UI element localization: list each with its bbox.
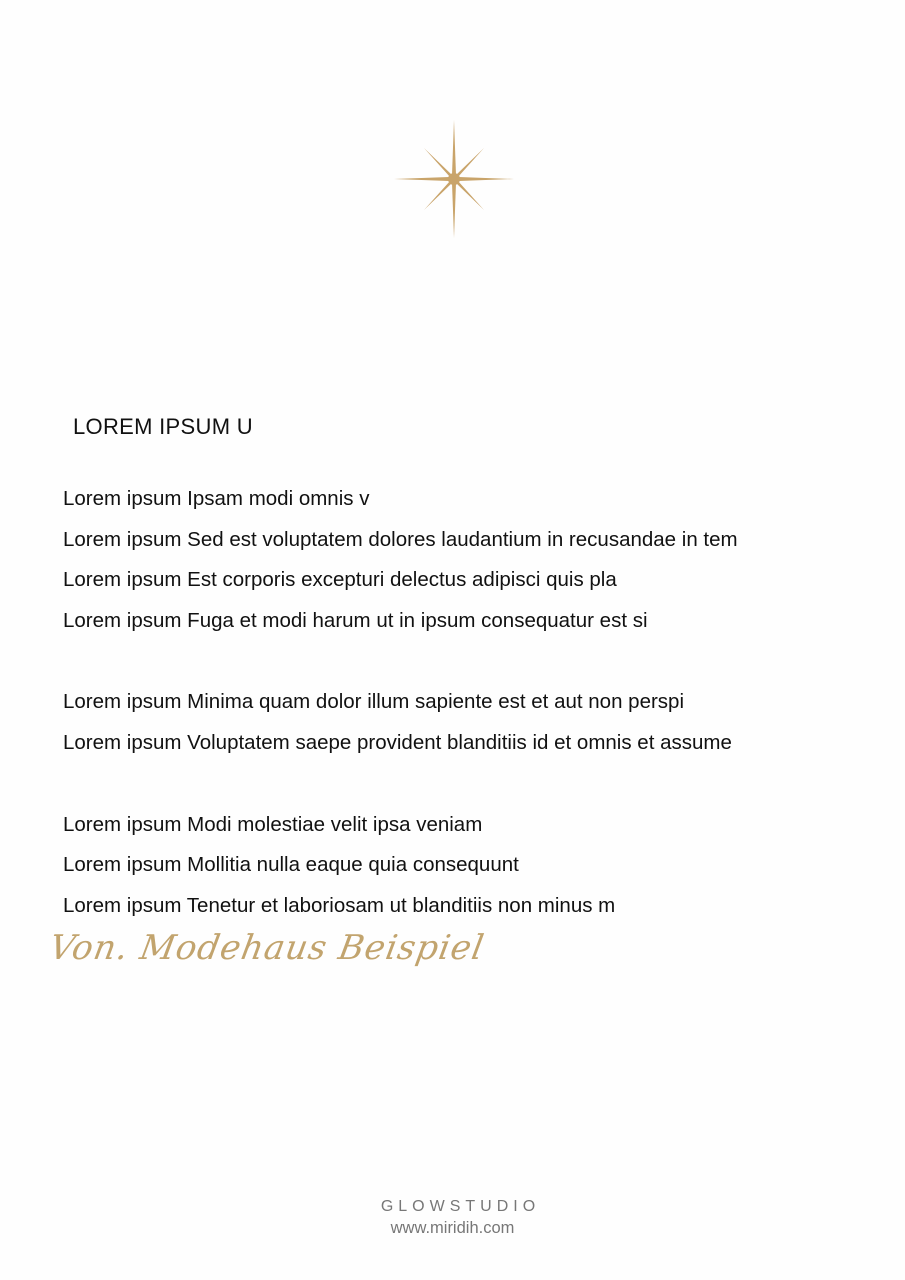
footer-url: www.miridih.com	[390, 1219, 515, 1237]
text-line: Lorem ipsum Modi molestiae velit ipsa veniam	[63, 812, 483, 836]
text-line: Lorem ipsum Tenetur et laboriosam ut blanditiis non minus m	[63, 893, 616, 917]
blank-line	[63, 642, 738, 683]
text-line: Lorem ipsum Voluptatem saepe provident blanditiis id et omnis et assume	[63, 731, 732, 755]
sparkle-star-icon	[394, 120, 514, 238]
text-line: Lorem ipsum Mollitia nulla eaque quia consequunt	[63, 853, 519, 877]
section-heading: LOREM IPSUM U	[73, 414, 253, 439]
text-line: Lorem ipsum Est corporis excepturi delectus adipisci quis pla	[63, 568, 617, 592]
text-line: Lorem ipsum Sed est voluptatem dolores laudantium in recusandae in tem	[63, 527, 738, 551]
text-line: Lorem ipsum Fuga et modi harum ut in ipsum consequatur est si	[63, 609, 648, 633]
footer-brand: GLOWSTUDIO	[380, 1198, 541, 1215]
body-text	[63, 479, 738, 927]
text-line: Lorem ipsum Minima quam dolor illum sapiente est et aut non perspi	[63, 690, 684, 714]
blank-line	[63, 764, 738, 805]
text-line: Lorem ipsum Ipsam modi omnis v	[63, 487, 370, 510]
signature: Von. Modehaus Beispiel	[46, 928, 488, 968]
